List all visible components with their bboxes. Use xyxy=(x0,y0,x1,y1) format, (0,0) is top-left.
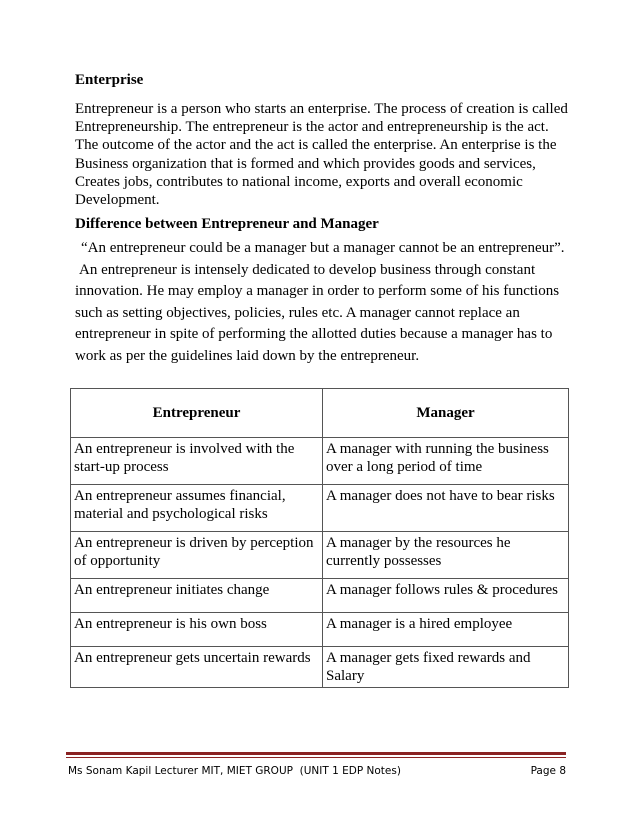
table-cell: A manager with running the business over a long period of time xyxy=(323,438,569,485)
paragraph-line: “An entrepreneur could be a manager but a manager cannot be an entrepreneur”. xyxy=(81,240,565,256)
footer-rule xyxy=(66,752,566,755)
paragraph-line: An entrepreneur is intensely dedicated to develop business through constant xyxy=(79,261,536,278)
footer-rule xyxy=(66,757,566,758)
table-row xyxy=(71,647,569,688)
table-cell: A manager by the resources he currently possesses xyxy=(323,532,569,579)
section-heading-enterprise: Enterprise xyxy=(75,72,144,88)
table-cell: A manager follows rules & procedures xyxy=(323,579,569,613)
table-cell: An entrepreneur is his own boss xyxy=(71,613,323,647)
difference-paragraph xyxy=(75,238,575,368)
paragraph-line: work as per the guidelines laid down by the entrepreneur. xyxy=(75,347,420,364)
column-header-entrepreneur: Entrepreneur xyxy=(71,389,323,438)
table-cell: An entrepreneur initiates change xyxy=(71,579,323,613)
paragraph-line: innovation. He may employ a manager in order to perform some of his functions xyxy=(75,283,560,300)
table-cell: An entrepreneur is involved with the start-up process xyxy=(71,438,323,485)
table-cell: An entrepreneur is driven by perception of opportunity xyxy=(71,532,323,579)
table-cell: An entrepreneur assumes financial, material and psychological risks xyxy=(71,485,323,532)
table-cell: A manager gets fixed rewards and Salary xyxy=(323,647,569,688)
table-cell: An entrepreneur gets uncertain rewards xyxy=(71,647,323,688)
table-row xyxy=(71,438,569,485)
footer-author: Ms Sonam Kapil Lecturer MIT, MIET GROUP (UNIT 1 EDP Notes) xyxy=(68,765,401,777)
table-row xyxy=(71,579,569,613)
comparison-table xyxy=(70,388,569,688)
table-row xyxy=(71,613,569,647)
paragraph-line: Creates jobs, contributes to national income, exports and overall economic xyxy=(75,173,523,190)
paragraph-line: such as setting objectives, policies, rules etc. A manager cannot replace an xyxy=(75,304,520,321)
paragraph-line: Business organization that is formed and which provides goods and services, xyxy=(75,155,536,172)
column-header-manager: Manager xyxy=(323,389,569,438)
section-heading-difference: Difference between Entrepreneur and Manager xyxy=(75,216,379,232)
paragraph-line: Development. xyxy=(75,192,160,209)
paragraph-line: Entrepreneur is a person who starts an enterprise. The process of creation is called xyxy=(75,101,568,117)
paragraph-line: The outcome of the actor and the act is called the enterprise. An enterprise is the xyxy=(75,137,557,154)
table-row xyxy=(71,532,569,579)
page-number: Page 8 xyxy=(530,765,566,777)
table-header-row xyxy=(71,389,569,438)
enterprise-paragraph xyxy=(75,100,571,209)
table-cell: A manager does not have to bear risks xyxy=(323,485,569,532)
table-cell: A manager is a hired employee xyxy=(323,613,569,647)
paragraph-line: Entrepreneurship. The entrepreneur is the actor and entrepreneurship is the act. xyxy=(75,119,549,136)
paragraph-line: entrepreneur in spite of performing the allotted duties because a manager has to xyxy=(75,326,553,343)
table-row xyxy=(71,485,569,532)
